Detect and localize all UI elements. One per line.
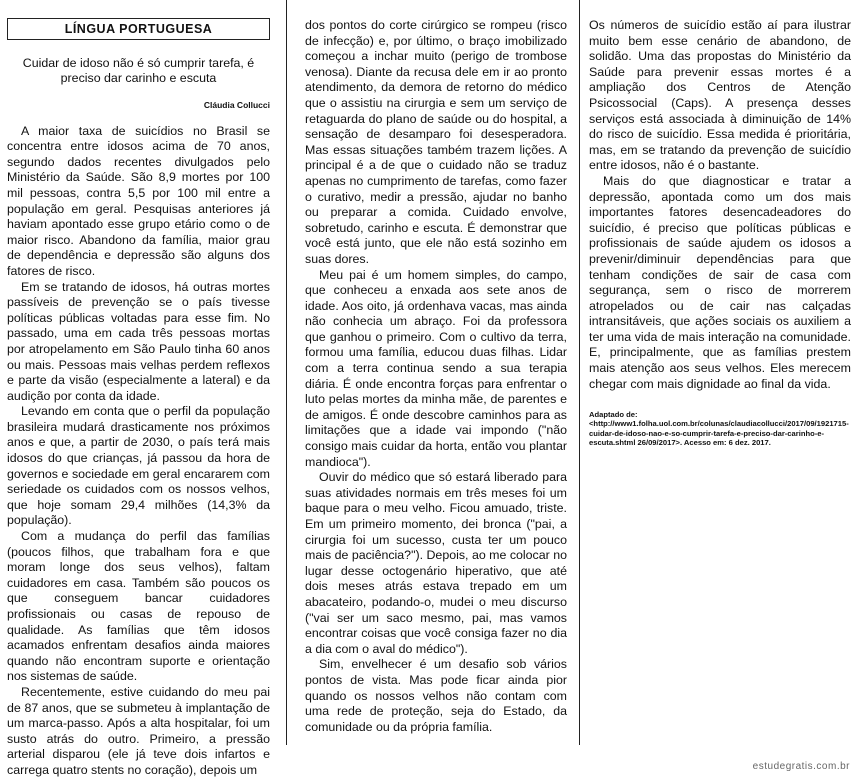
paragraph: Recentemente, estive cuidando do meu pai de 87 anos, que se submeteu à implantação de um marca-passo. Após a alta hospitalar, foi um susto atrás do outro. Primeiro, a pressão arterial disparou (ele já teve dois infartos e carrega quatro stents no coração), depois um	[7, 684, 270, 777]
paragraph: Levando em conta que o perfil da população brasileira mudará drasticamente nos próximos anos e que, a partir de 2030, o país terá mais idosos do que crianças, já passou da hora de governos e sociedade em geral encararem com seriedade os cuidados com os nossos velhos, que hoje somam 29,4 milhões (14,3% da população).	[7, 404, 270, 528]
watermark: estudegratis.com.br	[752, 761, 850, 772]
paragraph: Com a mudança do perfil das famílias (poucos filhos, que trabalham fora e que moram longe dos seus velhos), faltam cuidadores em casa. Também são poucos os que conseguem bancar cuidadores profissionais ou casas de repouso de qualidade. As famílias que têm idosos acamados enfrentam desafios ainda maiores quando não encontram suporte e orientação nos sistemas de saúde.	[7, 529, 270, 684]
paragraph: Os números de suicídio estão aí para ilustrar muito bem esse cenário de abandono, de solidão. Uma das propostas do Ministério da Saúde para prevenir essas mortes é a ampliação dos Centros de Atenção Psicossocial (Caps). A presença desses serviços está associada à diminuição de 14% do risco de suicídio. Essa medida é prioritária, mas, em se tratando da prevenção de suicídio entre idosos, não é o bastante.	[589, 18, 851, 173]
column-1	[7, 0, 270, 779]
column-divider	[579, 0, 580, 745]
paragraph: Meu pai é um homem simples, do campo, que conheceu a enxada aos sete anos de idade. Aos oito, já ordenhava vacas, mas ainda não conhecia um abraço. Foi da professora que ganhou o primeiro. Com o cultivo da terra, formou uma família, educou duas filhas. Lidar com a terra continua sendo a sua terapia diária. É onde encontra forças para enfrentar o luto pelas mortes da minha mãe, de parentes e de amigos. É onde descobre caminhos para as limitações que a idade vai impondo ("não consigo mais cuidar da horta, então vou plantar mandioca").	[305, 267, 567, 469]
column-divider	[286, 0, 287, 745]
paragraph: Em se tratando de idosos, há outras mortes passíveis de prevenção se o país tivesse políticas públicas voltadas para esse fim. No passado, uma em cada três pessoas mortas por atropelamento em São Paulo tinha 60 anos ou mais. Pessoas mais velhas perdem reflexos e parte da visão (especialmente a lateral) e da audição por conta da idade.	[7, 279, 270, 403]
paragraph: Mais do que diagnosticar e tratar a depressão, apontada como um dos mais importantes fatores desencadeadores do suicídio, é preciso que políticas públicas e profissionais de saúde ajudem os idosos a prevenir/diminuir dependências para que tenham condições de sair de casa com segurança, sem o risco de morrerem atropelados ou de cair nas calçadas intransitáveis, que ações sociais os auxiliem a ter uma vida de mais interação na comunidade. E, principalmente, que as famílias prestem mais atenção aos seus velhos. Eles merecem chegar com mais dignidade ao final da vida.	[589, 173, 851, 391]
paragraph: dos pontos do corte cirúrgico se rompeu (risco de infecção) e, por último, o braço imobilizado começou a inchar muito (perigo de trombose venosa). Diante da recusa dele em ir ao pronto atendimento, da demora de retorno do médico que o assistiu na cirurgia e sem um serviço de retaguarda do plano de saúde ou do hospital, a sensação de desamparo foi desesperadora. Mas essas situações também trazem lições. A principal é a de que o cuidado não se traduz apenas no cumprimento de tarefas, como fazer o curativo, medir a pressão, ajudar no banho ou preparar a comida. Cuidado envolve, sobretudo, carinho e escuta. É demonstrar que você está junto, que ele não está sozinho em suas dores.	[305, 18, 567, 266]
paragraph: A maior taxa de suicídios no Brasil se concentra entre idosos acima de 70 anos, segundo dados recentes divulgados pelo Ministério da Saúde. São 8,9 mortes por 100 mil pessoas, contra 5,5 por 100 mil entre a população em geral. Pesquisas anteriores já haviam apontado esse grupo etário como o de maior risco. Abandono da família, maior grau de dependência e depressão são alguns dos fatores de risco.	[7, 123, 270, 278]
column-2	[305, 0, 567, 735]
paragraph: Sim, envelhecer é um desafio sob vários pontos de vista. Mas pode ficar ainda pior quando os nossos velhos não contam com uma rede de proteção, seja do Estado, da comunidade ou da própria família.	[305, 657, 567, 734]
column-3	[589, 0, 851, 447]
section-header: LÍNGUA PORTUGUESA	[7, 18, 270, 40]
article-author: Cláudia Collucci	[203, 100, 270, 110]
article-title: Cuidar de idoso não é só cumprir tarefa, é preciso dar carinho e escuta	[22, 56, 255, 85]
paragraph: Ouvir do médico que só estará liberado para suas atividades normais em três meses foi um baque para o meu velho. Ficou amuado, triste. Em um primeiro momento, dei bronca ("pai, a cirurgia foi um sucesso, custa ter um pouco mais de paciência?"). Depois, ao me colocar no lugar desse octogenário hiperativo, que até dois meses atrás estava trepado em um abacateiro, podando-o, mudei o meu discurso ("vai ser um saco mesmo, pai, mas vamos encontrar coisas que você consiga fazer no dia a dia com o aval do médico").	[305, 470, 567, 656]
source-citation: Adaptado de: <http://www1.folha.uol.com.br/colunas/claudiacollucci/2017/09/1921715-cuidar-de-idoso-nao-e-so-cumprir-tarefa-e-preciso-dar-carinho-e-escuta.shtml 26/09/2017>. Acesso em: 6 dez. 2017.	[589, 410, 849, 447]
